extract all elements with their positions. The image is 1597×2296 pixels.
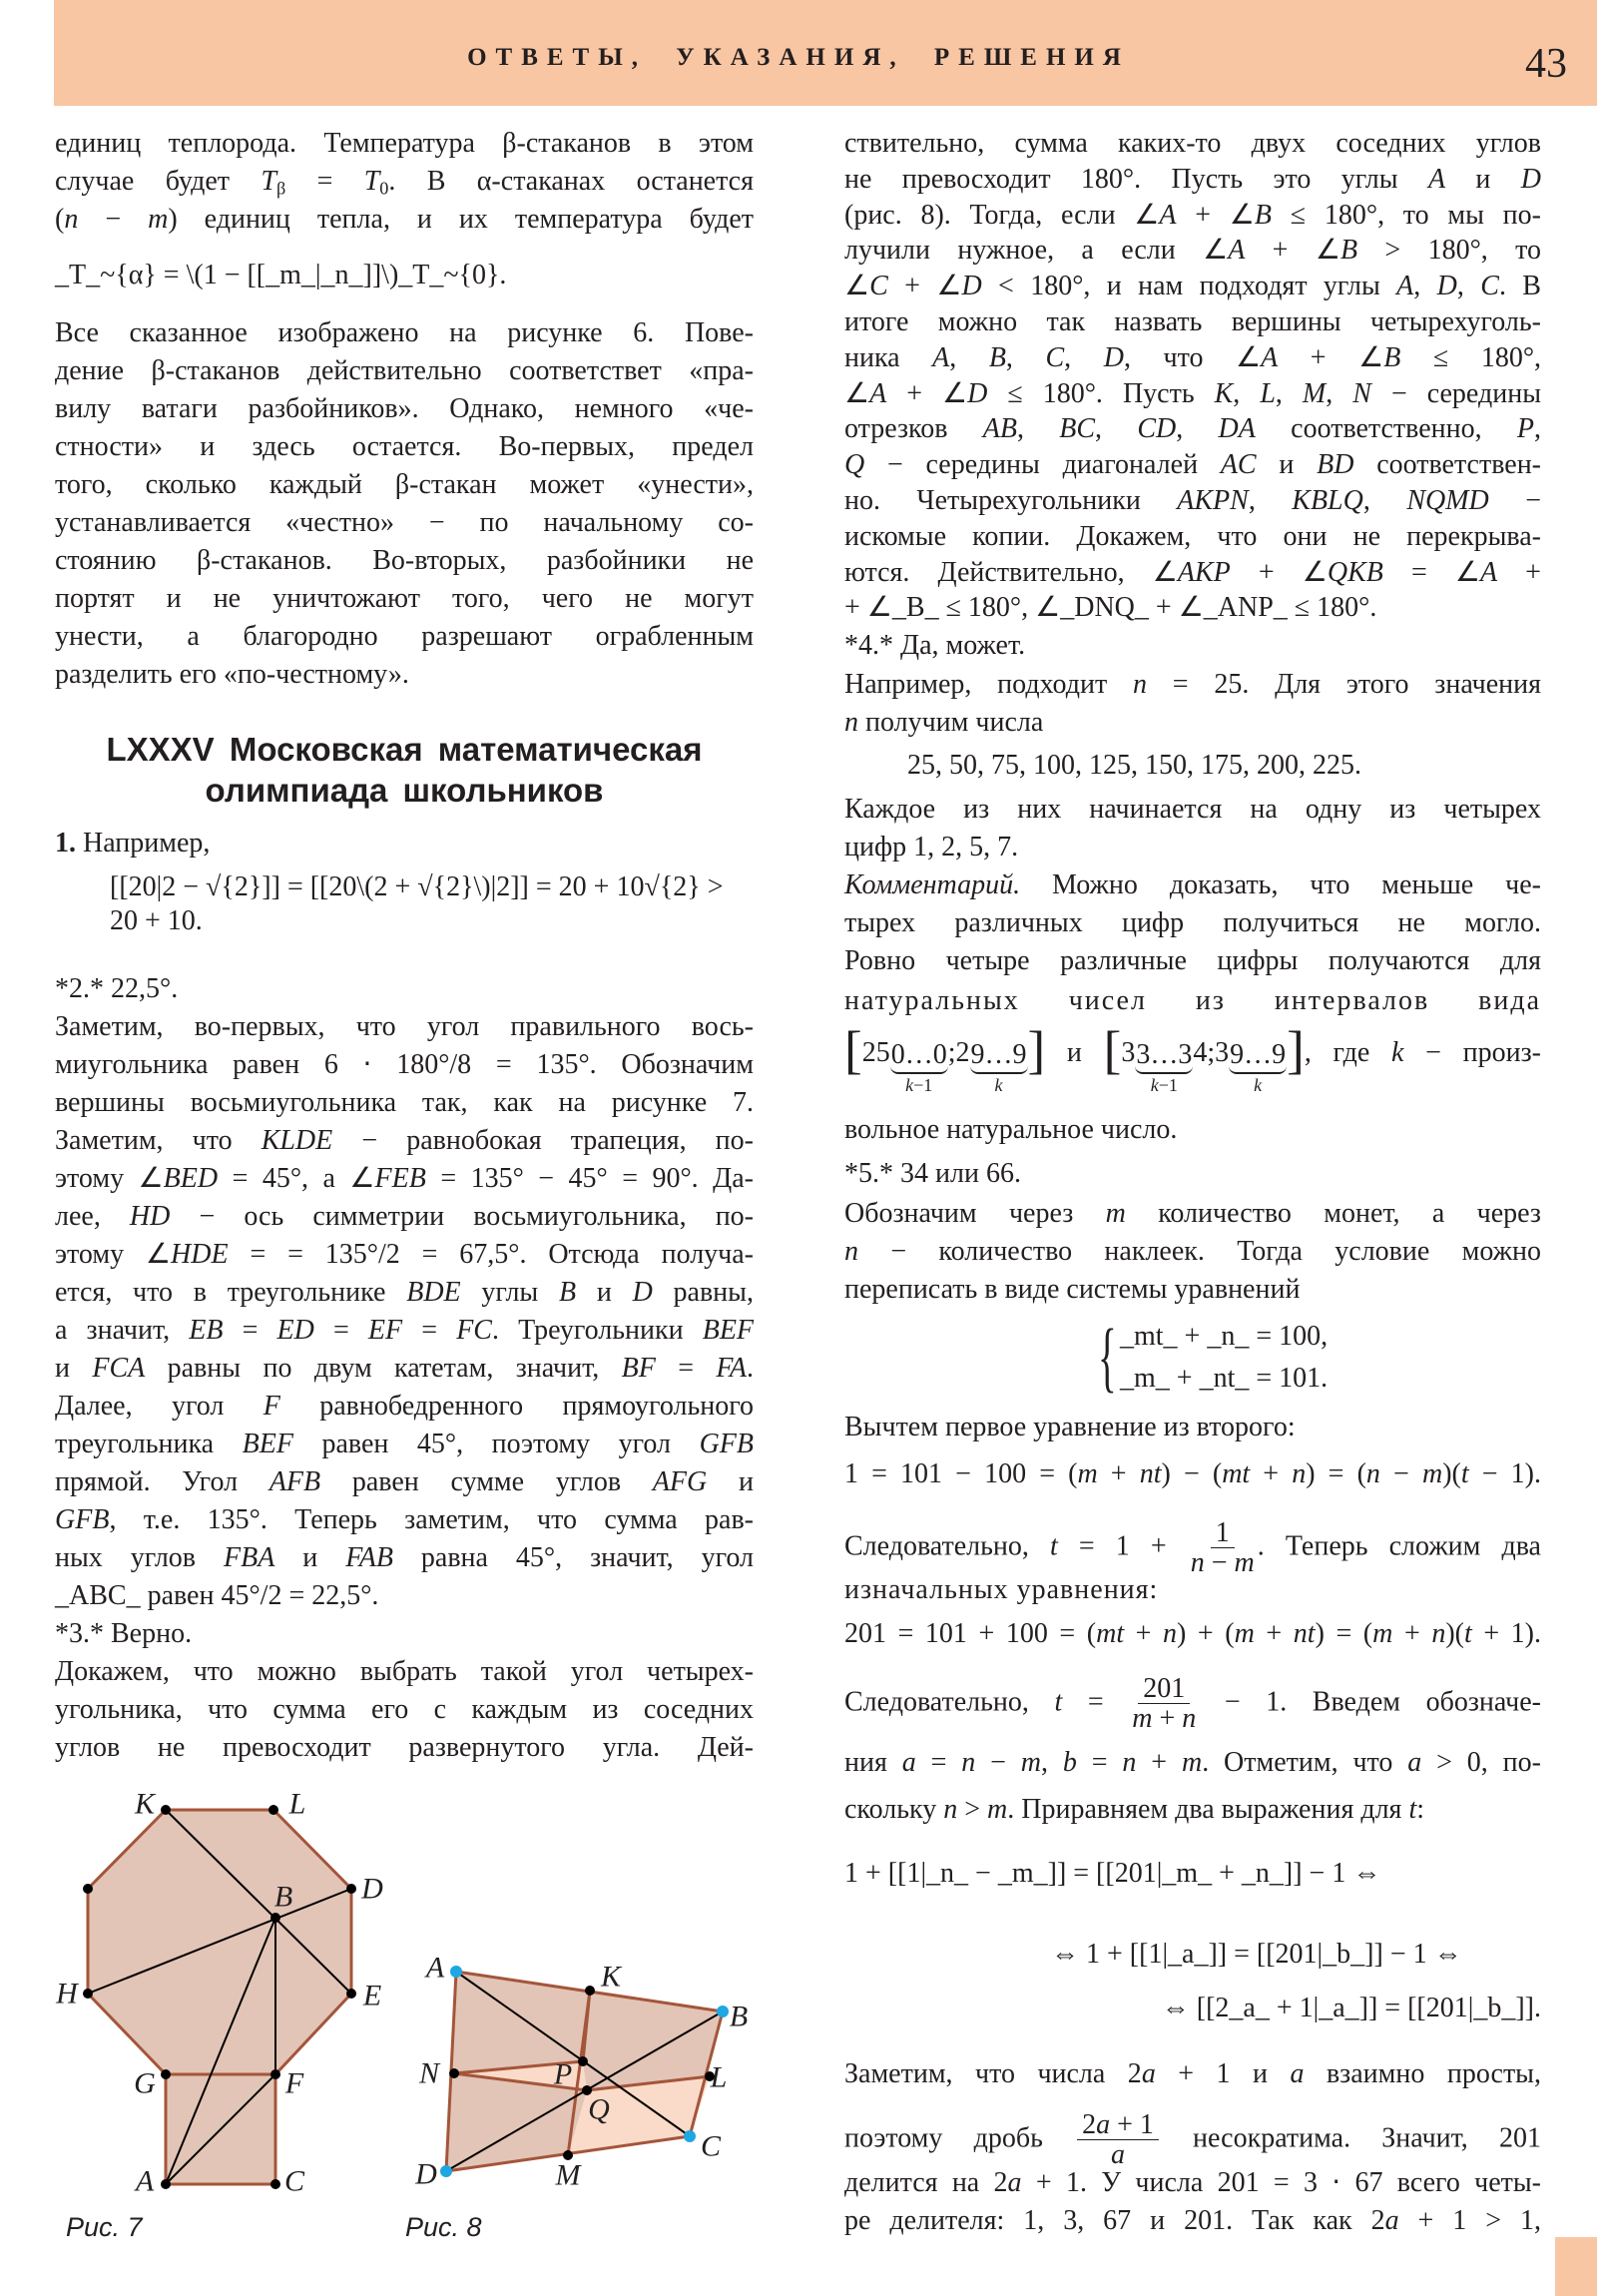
text-line: портят и не уничтожают того, чего не могут [55, 583, 754, 614]
text-line: ствительно, сумма каких-то двух соседних углов [844, 128, 1541, 159]
label-Q: Q [588, 2092, 610, 2126]
midpoint-K [585, 1986, 595, 1996]
label-G: G [134, 2066, 156, 2100]
figure-7-octagon-square [55, 1788, 383, 2243]
label-P: P [553, 2057, 573, 2091]
text-line: углов не превосходит развернутого угла. Дей- [55, 1732, 754, 1763]
label-N: N [418, 2056, 440, 2090]
text-line: стоянию β-стаканов. Во-вторых, разбойники не [55, 545, 754, 576]
vertex-F [270, 2069, 280, 2079]
text-line: случае будет $T_\beta = T_0$. В α-стаканах останется [55, 166, 754, 199]
vertex-D [440, 2165, 452, 2177]
section-heading: олимпиада школьников [205, 772, 604, 809]
text-line: Ровно четыре различные цифры получаются для [844, 945, 1541, 976]
text-line: Q − середины диагоналей AC и BD соответствен- [844, 449, 1542, 480]
text-line: Далее, угол F равнобедренного прямоугольного [55, 1391, 754, 1422]
text-line: переписать в виде системы уравнений [844, 1274, 1301, 1305]
vertex-C [684, 2130, 696, 2142]
text-line: и FCA равны по двум катетам, значит, BF = FA. [55, 1353, 755, 1384]
label-A: A [135, 2164, 155, 2198]
figure-8-quadrilateral [405, 1952, 748, 2243]
vertex-B [717, 2006, 729, 2017]
vertex-G [161, 2069, 171, 2079]
text-line: Следовательно, t = $\frac{201}{m + n}$ − 1. Введем обозначе- [844, 1673, 1542, 1735]
text-line: Например, подходит n = 25. Для этого значения [844, 669, 1542, 700]
equation-system [1098, 1314, 1397, 1400]
text-line: дение β-стаканов действительно соответствет «пра- [55, 355, 754, 386]
corner-tab [1555, 2237, 1597, 2296]
text-line: вилу ватаги разбойников». Однако, немного «че- [55, 393, 754, 424]
text-line: ных углов FBA и FAB равна 45°, значит, угол [55, 1542, 755, 1573]
label-L: L [710, 2060, 728, 2094]
text-line: ется, что в треугольнике BDE углы B и D равны, [55, 1277, 754, 1308]
text-line: цифр 1, 2, 5, 7. [844, 832, 1019, 862]
vertex-L [268, 1805, 278, 1815]
formula-intervals: [25 0…0 k−1 ;2 9…9 k ] и [3 3…3 k−1 4;3 9…9 k ], где k − произ- [844, 1020, 1541, 1096]
text-line: отрезков AB, BC, CD, DA соответственно, P, [844, 413, 1542, 444]
text-line: искомые копии. Докажем, что они не перекрыва- [844, 521, 1541, 552]
vertex-K [161, 1805, 171, 1815]
midpoint-N [449, 2068, 459, 2078]
vertex-D [346, 1884, 356, 1894]
vertex-B [270, 1913, 280, 1923]
text-line: Заметим, что KLDE − равнобокая трапеция, по- [55, 1125, 754, 1156]
text-line: единиц теплорода. Температура β-стаканов в этом [55, 128, 754, 159]
text-line: устанавливается «честно» − по начальному со- [55, 507, 754, 538]
answer-5: *5.* 34 или 66. [844, 1158, 1021, 1189]
formula-equate-3: ⇔ [[2_a_ + 1|_a_]] = [[201|_b_]]. [1161, 1993, 1541, 2023]
text-line: а значит, EB = ED = EF = FC. Треугольники BEF [55, 1315, 755, 1346]
text-line: ре делителя: 1, 3, 67 и 201. Так как 2a + 1 > 1, [844, 2205, 1541, 2236]
text-line: вершины восьмиугольника так, как на рисунке 7. [55, 1087, 754, 1118]
vertex-A [450, 1966, 462, 1978]
text-line: разделить его «по-честному». [55, 659, 409, 690]
text-line: Докажем, что можно выбрать такой угол четырех- [55, 1656, 754, 1687]
text-line: скольку n > m. Приравняем два выражения для t: [844, 1794, 1424, 1825]
formula-t-alpha: _T_~{α} = \(1 − [[_m_|_n_]]\)_T_~{0}. [55, 260, 507, 290]
formula-equate-1: 1 + [[1|_n_ − _m_]] = [[201|_m_ + _n_]] − 1 ⇔ [844, 1858, 1381, 1889]
label-D: D [361, 1872, 383, 1906]
figure-8-caption: Рис. 8 [405, 2212, 482, 2242]
text-line: Следовательно, t = 1 + $\frac{1}{n - m}$ . Теперь сложим два [844, 1517, 1541, 1579]
text-line: миугольника равен 6 ⋅ 180°/8 = 135°. Обозначим [55, 1049, 754, 1080]
text-line: этому ∠HDE = = 135°/2 = 67,5°. Отсюда получа- [55, 1239, 755, 1270]
text-line: Обозначим через m количество монет, а через [844, 1198, 1541, 1229]
label-M: M [555, 2158, 581, 2192]
formula-equate-2: ⇔ 1 + [[1|_a_]] = [[201|_b_]] − 1 ⇔ [1051, 1939, 1462, 1970]
text-line: вольное натуральное число. [844, 1114, 1178, 1145]
answer-2: *2.* 22,5°. [55, 973, 179, 1004]
text-line: лучили нужное, а если ∠A + ∠B > 180°, то [844, 235, 1541, 266]
formula-difference: 1 = 101 − 100 = (m + nt) − (mt + n) = (n − m)(t − 1). [844, 1458, 1541, 1489]
label-K: K [600, 1960, 622, 1994]
midpoint-P [578, 2056, 588, 2066]
vertex-H [83, 1989, 93, 1999]
text-line: натуральных чисел из интервалов вида [844, 985, 1541, 1016]
text-line: того, сколько каждый β-стакан может «унести», [55, 469, 754, 500]
text-line: n − количество наклеек. Тогда условие можно [844, 1236, 1541, 1267]
figures [0, 0, 798, 2296]
text-line: ∠A + ∠D ≤ 180°. Пусть K, L, M, N − середины [844, 378, 1542, 409]
text-line: лее, HD − ось симметрии восьмиугольника, по- [55, 1201, 754, 1232]
text-line: этому ∠BED = 45°, а ∠FEB = 135° − 45° = 90°. Да- [55, 1163, 754, 1194]
answer-4: *4.* Да, может. [844, 630, 1026, 661]
vertex-unlabeled [83, 1884, 93, 1894]
text-line: Заметим, что числа 2a + 1 и a взаимно просты, [844, 2058, 1541, 2089]
text-line: изначальных уравнения: [844, 1574, 1159, 1605]
text-line: n получим числа [844, 707, 1044, 738]
text-line: поэтому дробь $\frac{2a + 1}{a}$ несократима. Значит, 201 [844, 2109, 1541, 2171]
label-D: D [415, 2157, 437, 2191]
number-list: 25, 50, 75, 100, 125, 150, 175, 200, 225. [907, 750, 1361, 781]
text-line: Все сказанное изображено на рисунке 6. Пове- [55, 317, 754, 348]
vertex-C [270, 2179, 280, 2189]
text-line: угольника, что сумма его с каждым из соседних [55, 1694, 754, 1725]
label-E: E [362, 1979, 382, 2012]
text-line: тырех различных цифр получиться не могло. [844, 907, 1541, 938]
text-line: делится на 2a + 1. У числа 201 = 3 ⋅ 67 всего четы- [844, 2167, 1542, 2198]
text-line: стности» и здесь остается. Во-первых, предел [55, 431, 754, 462]
text-line: _ABC_ равен 45°/2 = 22,5°. [55, 1580, 379, 1611]
text-line: Каждое из них начинается на одну из четырех [844, 794, 1541, 825]
text-line: Вычтем первое уравнение из второго: [844, 1412, 1296, 1442]
figure-7-caption: Рис. 7 [66, 2212, 143, 2242]
label-C: C [283, 2164, 305, 2198]
text-line: унести, а благородно разрешают ограбленным [55, 621, 754, 652]
running-header-title: ОТВЕТЫ, УКАЗАНИЯ, РЕШЕНИЯ [467, 44, 1130, 71]
formula-answer-1: [[20|2 − √{2}]] = [[20\(2 + √{2}\)|2]] = 20 + 10√{2} > 20 + 10. [110, 871, 724, 936]
label-B: B [273, 1880, 293, 1914]
system-equation-2: _m_ + _nt_ = 101. [1120, 1363, 1329, 1394]
text-line: ния a = n − m, b = n + m. Отметим, что a > 0, по- [844, 1747, 1541, 1778]
text-line: (рис. 8). Тогда, если ∠A + ∠B ≤ 180°, то мы по- [844, 200, 1541, 231]
label-K: K [134, 1787, 156, 1821]
text-line: Заметим, во-первых, что угол правильного вось- [55, 1011, 754, 1042]
text-line: прямой. Угол AFB равен сумме углов AFG и [55, 1466, 754, 1497]
section-heading: LXXXV Московская математическая [106, 731, 703, 768]
system-brace: { [1098, 1313, 1117, 1400]
vertex-E [346, 1989, 356, 1999]
label-H: H [56, 1977, 78, 2010]
text-line: но. Четырехугольники AKPN, KBLQ, NQMD − [844, 485, 1542, 516]
text-line: треугольника BEF равен 45°, поэтому угол GFB [55, 1429, 755, 1459]
label-B: B [729, 2000, 749, 2033]
label-A: A [425, 1951, 445, 1985]
text-line: ника A, B, C, D, что ∠A + ∠B ≤ 180°, [844, 342, 1542, 373]
answer-3: *3.* Верно. [55, 1618, 193, 1649]
text-line: ются. Действительно, ∠AKP + ∠QKB = ∠A + [844, 557, 1541, 588]
label-F: F [284, 2066, 304, 2100]
answer-1: 1. Например, [55, 828, 211, 859]
text-line: итоге можно так назвать вершины четырехуголь- [844, 306, 1541, 337]
text-line: GFB, т.е. 135°. Теперь заметим, что сумма рав- [55, 1504, 754, 1535]
system-equation-1: _mt_ + _n_ = 100, [1120, 1321, 1329, 1352]
label-L: L [288, 1787, 306, 1821]
label-C: C [700, 2129, 722, 2163]
text-line: (n − m) единиц тепла, и их температура будет [55, 204, 754, 235]
vertex-A [161, 2179, 171, 2189]
formula-sum: 201 = 101 + 100 = (mt + n) + (m + nt) = (m + n)(t + 1). [844, 1618, 1541, 1649]
text-line: + ∠_B_ ≤ 180°, ∠_DNQ_ + ∠_ANP_ ≤ 180°. [844, 592, 1377, 623]
page-number: 43 [1525, 41, 1567, 87]
text-line: ∠C + ∠D < 180°, и нам подходят углы A, D, C. В [844, 271, 1541, 301]
text-line: не превосходит 180°. Пусть это углы A и D [844, 164, 1541, 195]
text-line: Комментарий. Можно доказать, что меньше че- [844, 869, 1541, 900]
